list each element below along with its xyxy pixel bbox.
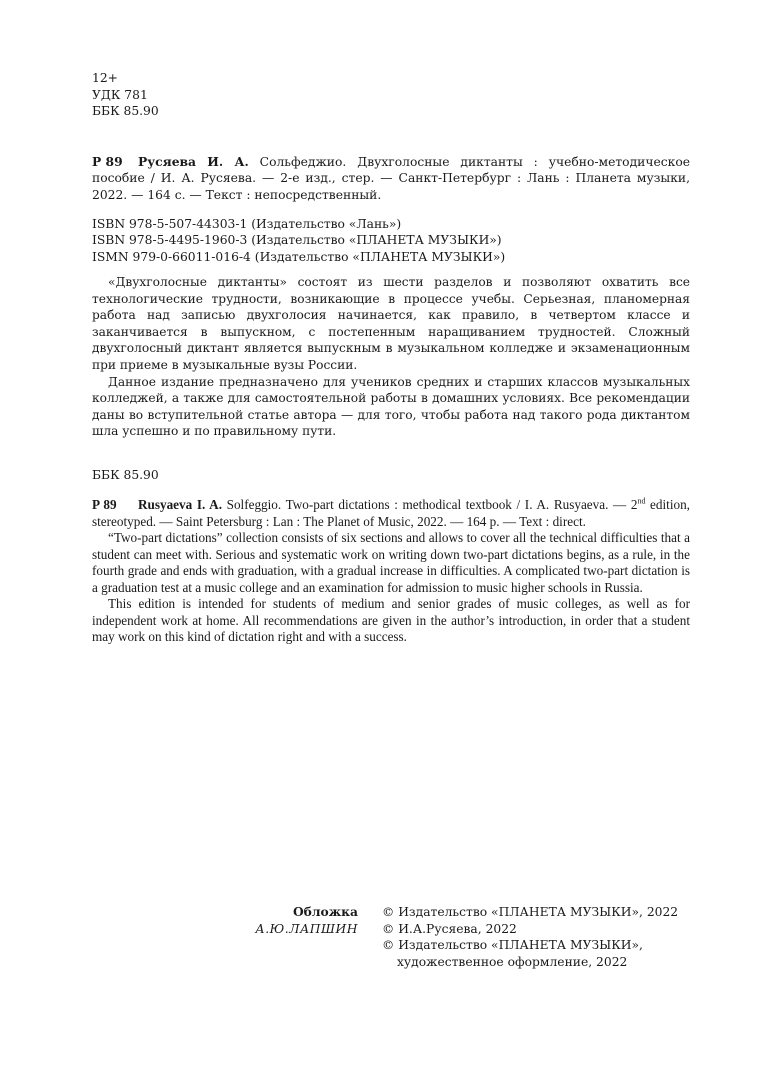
author-mark: Р 89 [92, 497, 117, 512]
bbk-code: ББК 85.90 [92, 104, 159, 119]
copyright-line: © Издательство «ПЛАНЕТА МУЗЫКИ», 2022 [382, 905, 679, 919]
en-bibliographic-entry [92, 497, 690, 646]
author-mark: Р 89 [92, 154, 123, 169]
author-name: Русяева И. А. [138, 154, 249, 169]
author-name: Rusyaeva I. A. [138, 497, 222, 512]
copyright-line: художественное оформление, 2022 [397, 954, 628, 969]
en-annotation-paragraph: “Two-part dictations” collection consists of six sections and allows to cover all the technical difficulties that a student can meet with. Serious and systematic work on writing down two-part dictations begins, as a rule, in the fourth grade and ends with graduation, with a gradual increase in difficulties. A complicated two-part dictation is a graduation test at a music college and an examination for admission to music higher schools in Russia. [92, 530, 690, 595]
ru-annotation [92, 274, 690, 440]
copyright-line: © И.А.Русяева, 2022 [382, 921, 517, 936]
ordinal-suffix: nd [637, 496, 646, 506]
en-entry-text-cont: edition, stereotyped. — Saint Petersburg : Lan : The Planet of Music, 2022. — 164 p. — Text : direct. [92, 497, 690, 529]
ismn-planeta: ISMN 979-0-66011-016-4 (Издательство «ПЛАНЕТА МУЗЫКИ») [92, 249, 506, 264]
ru-annotation-paragraph: «Двухголосные диктанты» состоят из шести разделов и позволяют охватить все технологические трудности, возникающие в процессе учебы. Серьезная, планомерная работа над записью двухголосия начинается, как правило, в четвертом классе и заканчивается в выпускном, с постепенным наращиванием трудностей. Сложный двухголосный диктант является выпускным в музыкальном колледже и экзаменационным при приеме в музыкальные вузы России. [92, 275, 690, 372]
ru-entry-text: Сольфеджио. Двухголосные диктанты : учебно-методическое пособие / И. А. Русяева. — 2-е изд., стер. — Санкт-Петербург : Лань : Планета музыки, 2022. — 164 с. — Текст : непосредственный. [92, 155, 690, 202]
classification-header [92, 70, 690, 120]
bbk-code-secondary: ББК 85.90 [92, 468, 159, 482]
isbn-planeta: ISBN 978-5-4495-1960-3 (Издательство «ПЛАНЕТА МУЗЫКИ») [92, 233, 502, 248]
ru-bibliographic-entry [92, 154, 690, 203]
copyright-notices [382, 904, 712, 970]
cover-artist: А.Ю.ЛАПШИН [255, 922, 358, 936]
ru-annotation-paragraph: Данное издание предназначено для учеников средних и старших классов музыкальных колледжей, а также для самостоятельной работы в домашних условиях. Все рекомендации даны во вступительной статье автора — для того, чтобы работа над такого рода диктантом шла успешно и по правильному пути. [92, 374, 690, 439]
en-annotation-paragraph: This edition is intended for students of medium and senior grades of music colleges, as well as for independent work at home. All recommendations are given in the author’s introduction, in order that a student may work on this kind of dictation right and with a success. [92, 596, 690, 644]
age-rating: 12+ [92, 71, 118, 85]
isbn-list [92, 216, 690, 265]
isbn-lan: ISBN 978-5-507-44303-1 (Издательство «Лань») [92, 217, 402, 231]
cover-label: Обложка [292, 904, 358, 919]
en-entry-text: Solfeggio. Two-part dictations : methodical textbook / I. A. Rusyaeva. — 2 [222, 497, 638, 512]
copyright-line: © Издательство «ПЛАНЕТА МУЗЫКИ», [382, 938, 643, 953]
udk-code: УДК 781 [92, 87, 148, 102]
